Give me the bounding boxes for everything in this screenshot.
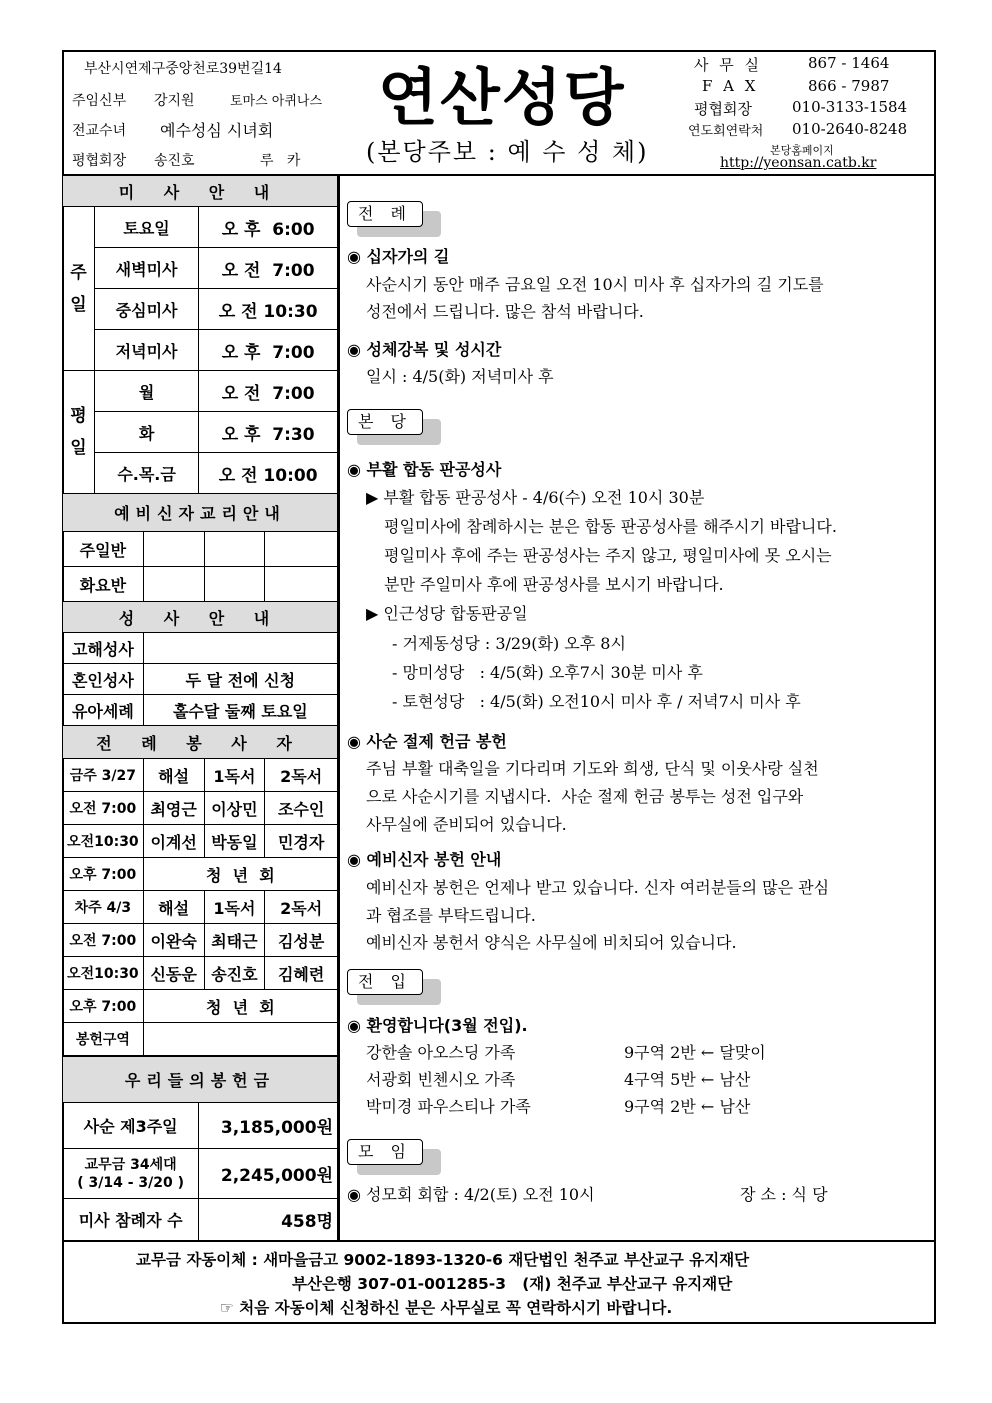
- servers-week-date: 차주 4/3: [63, 891, 144, 924]
- homepage-label: 본당홈페이지: [770, 144, 834, 157]
- paragraph: 사순시기 동안 매주 금요일 오전 10시 미사 후 십자가의 길 기도를: [366, 275, 824, 294]
- server-name: 박동일: [204, 825, 265, 858]
- pastor-label: 주임신부: [72, 93, 127, 109]
- mass-time: 오 전 10:30: [199, 289, 338, 330]
- welcome-name: 강한솔 아오스딩 가족: [366, 1043, 516, 1062]
- catechumen-class: 주일반: [63, 532, 144, 567]
- server-name: 송진호: [204, 957, 265, 990]
- section-label-meeting: 모 임: [347, 1139, 423, 1165]
- council-label: 평협회장: [72, 153, 127, 169]
- sister-name: 예수성심 시녀회: [160, 121, 274, 140]
- servers-time: 오전 7:00: [63, 792, 144, 825]
- office-phone: 867 - 1464: [808, 54, 890, 72]
- paragraph: ▶ 인근성당 합동판공일: [366, 604, 528, 623]
- mass-name: 수.목.금: [94, 453, 198, 494]
- heading-catechumen-offering: ◉ 예비신자 봉헌 안내: [347, 850, 502, 869]
- welcome-area: 9구역 2반 ← 달맞이: [624, 1043, 766, 1062]
- offering-table: [62, 1056, 338, 1241]
- bulletin-subtitle: (본당주보 : 예 수 성 체): [366, 138, 649, 166]
- paragraph: 으로 사순시기를 지냅시다. 사순 절제 헌금 봉투는 성전 입구와: [366, 787, 804, 806]
- sacrament-value: 홀수달 둘째 토요일: [143, 695, 337, 726]
- mass-time: 오 후 7:00: [199, 330, 338, 371]
- office-label: 사 무 실: [694, 56, 763, 74]
- welcome-name: 박미경 파우스티나 가족: [366, 1097, 531, 1116]
- welcome-area: 9구역 2반 ← 남산: [624, 1097, 751, 1116]
- mass-name: 토요일: [94, 207, 198, 248]
- mass-name: 저녁미사: [94, 330, 198, 371]
- homepage-link[interactable]: http://yeonsan.catb.kr: [720, 155, 877, 171]
- offering-name: 사순 제3주일: [63, 1103, 199, 1149]
- fax-label: F A X: [702, 77, 759, 95]
- servers-col: 2독서: [265, 759, 338, 792]
- server-name: 최태근: [204, 924, 265, 957]
- paragraph: 성전에서 드립니다. 많은 참석 바랍니다.: [366, 302, 644, 321]
- paragraph: - 토현성당 : 4/5(화) 오전10시 미사 후 / 저녁7시 미사 후: [392, 692, 801, 711]
- donation-area-label: 봉헌구역: [63, 1023, 144, 1056]
- server-name: 김성분: [265, 924, 338, 957]
- server-name: 이상민: [204, 792, 265, 825]
- paragraph: 일시 : 4/5(화) 저녁미사 후: [366, 367, 554, 386]
- sacrament-name: 유아세례: [63, 695, 144, 726]
- column-divider: [338, 174, 340, 1240]
- servers-time: 오전10:30: [63, 957, 144, 990]
- meeting-info: ◉ 성모회 회합 : 4/2(토) 오전 10시: [347, 1185, 595, 1204]
- mass-name: 화: [94, 412, 198, 453]
- heading-confession: ◉ 부활 합동 판공성사: [347, 460, 502, 479]
- mass-time: 오 후 6:00: [199, 207, 338, 248]
- offering-title: 우리들의봉헌금: [63, 1057, 338, 1103]
- catechumen-title: 예비신자교리안내: [63, 494, 338, 532]
- sacrament-value: 두 달 전에 신청: [143, 664, 337, 695]
- servers-week-date: 금주 3/27: [63, 759, 144, 792]
- offering-name: 미사 참례자 수: [63, 1199, 199, 1241]
- offering-value: 3,185,000원: [199, 1103, 338, 1149]
- sacrament-table: [62, 601, 338, 726]
- ydo-phone: 010-2640-8248: [792, 120, 908, 138]
- mass-schedule-title: 미 사 안 내: [63, 176, 338, 207]
- mass-schedule-table: [62, 175, 338, 494]
- server-name: 김혜련: [265, 957, 338, 990]
- council-phone-label: 평협회장: [694, 100, 752, 118]
- church-address: 부산시연제구중앙천로39번길14: [84, 61, 282, 77]
- servers-col: 1독서: [204, 759, 265, 792]
- council-phone: 010-3133-1584: [792, 98, 908, 116]
- paragraph: - 망미성당 : 4/5(화) 오후7시 30분 미사 후: [392, 663, 703, 682]
- footer-line-3: ☞ 처음 자동이체 신청하신 분은 사무실로 꼭 연락하시기 바랍니다.: [220, 1299, 673, 1317]
- meeting-place: 장 소 : 식 당: [740, 1185, 828, 1204]
- pastor-name: 강지원: [154, 93, 195, 109]
- paragraph: 평일미사에 참례하시는 분은 합동 판공성사를 해주시기 바랍니다.: [384, 517, 837, 536]
- catechumen-class: 화요반: [63, 567, 144, 602]
- heading-lent-offering: ◉ 사순 절제 헌금 봉헌: [347, 732, 507, 751]
- section-label-liturgy: 전 례: [347, 201, 423, 227]
- heading-stations-of-cross: ◉ 십자가의 길: [347, 247, 450, 266]
- heading-adoration: ◉ 성체강복 및 성시간: [347, 340, 502, 359]
- sister-label: 전교수녀: [72, 123, 127, 139]
- section-label-transfer: 전 입: [347, 969, 423, 995]
- server-name: 최영근: [143, 792, 204, 825]
- servers-col: 1독서: [204, 891, 265, 924]
- mass-name: 중심미사: [94, 289, 198, 330]
- servers-col: 2독서: [265, 891, 338, 924]
- section-label-parish: 본 당: [347, 409, 423, 435]
- paragraph: 주님 부활 대축일을 기다리며 기도와 희생, 단식 및 이웃사랑 실천: [366, 759, 819, 778]
- servers-col: 해설: [143, 891, 204, 924]
- footer-line-2: 부산은행 307-01-001285-3 (재) 천주교 부산교구 유지재단: [292, 1275, 733, 1293]
- servers-evening: 청 년 회: [143, 990, 337, 1023]
- servers-time: 오후 7:00: [63, 990, 144, 1023]
- server-name: 이완숙: [143, 924, 204, 957]
- ydo-label: 연도회연락처: [688, 124, 764, 139]
- mass-name: 월: [94, 371, 198, 412]
- weekday-label: 평 일: [63, 371, 95, 494]
- sacrament-value: [143, 633, 337, 664]
- catechumen-table: [62, 493, 338, 602]
- council-baptismal: 루 카: [260, 153, 301, 169]
- server-name: 이계선: [143, 825, 204, 858]
- mass-time: 오 전 7:00: [199, 371, 338, 412]
- paragraph: 사무실에 준비되어 있습니다.: [366, 815, 567, 834]
- footer-line-1: 교무금 자동이체 : 새마을금고 9002-1893-1320-6 재단법인 천주교 부산교구 유지재단: [136, 1251, 750, 1269]
- server-name: 신동운: [143, 957, 204, 990]
- pastor-baptismal: 토마스 아퀴나스: [230, 94, 323, 109]
- offering-name: 교무금 34세대 ( 3/14 - 3/20 ): [63, 1149, 199, 1199]
- server-name: 조수인: [265, 792, 338, 825]
- sacrament-name: 고해성사: [63, 633, 144, 664]
- council-name: 송진호: [154, 153, 195, 169]
- sacrament-title: 성 사 안 내: [63, 602, 338, 633]
- heading-welcome: ◉ 환영합니다(3월 전입).: [347, 1016, 528, 1035]
- server-name: 민경자: [265, 825, 338, 858]
- paragraph: ▶ 부활 합동 판공성사 - 4/6(수) 오전 10시 30분: [366, 488, 705, 507]
- servers-time: 오후 7:00: [63, 858, 144, 891]
- paragraph: 평일미사 후에 주는 판공성사는 주지 않고, 평일미사에 못 오시는: [384, 546, 832, 565]
- fax-phone: 866 - 7987: [808, 77, 890, 95]
- paragraph: 과 협조를 부탁드립니다.: [366, 906, 536, 925]
- mass-time: 오 전 7:00: [199, 248, 338, 289]
- sunday-label: 주 일: [63, 207, 95, 371]
- sacrament-name: 혼인성사: [63, 664, 144, 695]
- servers-table: [62, 725, 338, 1056]
- paragraph: 예비신자 봉헌서 양식은 사무실에 비치되어 있습니다.: [366, 933, 737, 952]
- servers-title: 전 례 봉 사 자: [63, 726, 338, 759]
- mass-time: 오 후 7:30: [199, 412, 338, 453]
- servers-col: 해설: [143, 759, 204, 792]
- servers-evening: 청 년 회: [143, 858, 337, 891]
- paragraph: 예비신자 봉헌은 언제나 받고 있습니다. 신자 여러분들의 많은 관심: [366, 878, 830, 897]
- welcome-area: 4구역 5반 ← 남산: [624, 1070, 751, 1089]
- servers-time: 오전10:30: [63, 825, 144, 858]
- offering-value: 458명: [199, 1199, 338, 1241]
- bulletin-title: 연산성당: [378, 61, 626, 134]
- mass-name: 새벽미사: [94, 248, 198, 289]
- paragraph: 분만 주일미사 후에 판공성사를 보시기 바랍니다.: [384, 575, 724, 594]
- paragraph: - 거제동성당 : 3/29(화) 오후 8시: [392, 634, 626, 653]
- welcome-name: 서광회 빈첸시오 가족: [366, 1070, 516, 1089]
- servers-time: 오전 7:00: [63, 924, 144, 957]
- offering-value: 2,245,000원: [199, 1149, 338, 1199]
- mass-time: 오 전 10:00: [199, 453, 338, 494]
